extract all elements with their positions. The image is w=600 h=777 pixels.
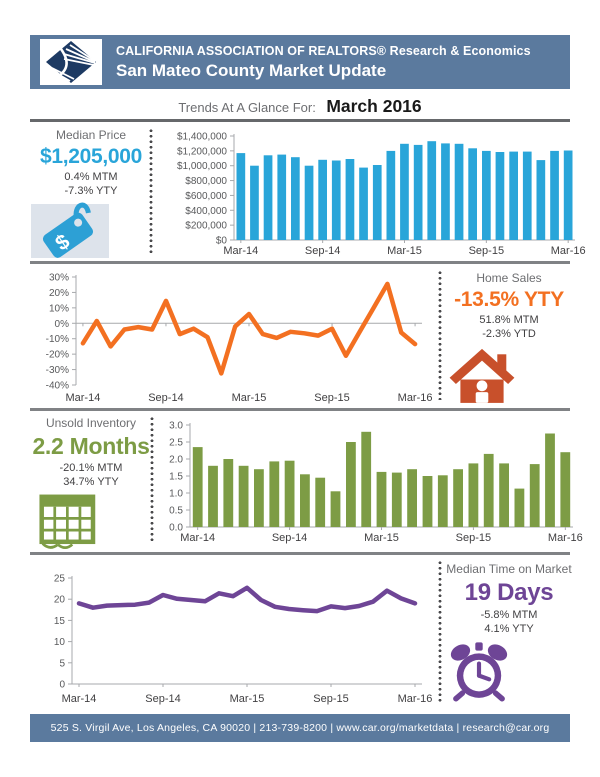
svg-text:Mar-15: Mar-15 xyxy=(387,245,422,257)
svg-text:$1,200,000: $1,200,000 xyxy=(176,146,227,158)
dotted-separator xyxy=(149,128,153,254)
svg-text:0.0: 0.0 xyxy=(169,522,183,534)
unsold-inventory-mtm: -20.1% MTM xyxy=(59,462,123,474)
home-sales-mtm: 51.8% MTM xyxy=(479,314,539,326)
svg-text:Mar-16: Mar-16 xyxy=(547,532,583,544)
time-on-market-chart xyxy=(30,566,436,706)
home-sales-label: Home Sales xyxy=(476,271,542,285)
footer-bar xyxy=(30,714,570,742)
svg-text:Sep-15: Sep-15 xyxy=(468,245,505,257)
home-sales-panel xyxy=(446,271,572,405)
svg-text:-40%: -40% xyxy=(45,380,69,392)
svg-text:$400,000: $400,000 xyxy=(185,205,227,217)
unsold-inventory-yty: 34.7% YTY xyxy=(63,476,119,488)
svg-text:2.5: 2.5 xyxy=(169,437,183,449)
footer-text: 525 S. Virgil Ave, Los Angeles, CA 90020 | 213-739-8200 | www.car.org/marketdata | research@car.org xyxy=(50,722,550,734)
svg-text:Mar-14: Mar-14 xyxy=(65,392,101,404)
svg-text:2.0: 2.0 xyxy=(169,454,183,466)
car-logo-icon xyxy=(40,39,102,85)
median-price-value: $1,205,000 xyxy=(39,145,143,168)
svg-text:$0: $0 xyxy=(215,235,227,247)
unsold-inventory-chart xyxy=(158,417,585,545)
svg-text:Sep-14: Sep-14 xyxy=(148,392,184,404)
svg-text:1.5: 1.5 xyxy=(169,471,183,483)
time-on-market-label: Median Time on Market xyxy=(446,562,572,576)
divider xyxy=(30,552,570,555)
calendar-icon xyxy=(30,493,102,551)
home-sales-value: -13.5% YTY xyxy=(454,288,564,311)
svg-text:Mar-16: Mar-16 xyxy=(397,392,433,404)
svg-text:Sep-14: Sep-14 xyxy=(145,693,181,705)
svg-text:0: 0 xyxy=(59,679,65,691)
svg-text:$: $ xyxy=(51,229,75,256)
svg-text:Mar-16: Mar-16 xyxy=(397,693,433,705)
divider xyxy=(30,408,570,411)
svg-text:5: 5 xyxy=(59,658,65,670)
header-bar xyxy=(30,35,570,89)
alarm-clock-icon xyxy=(442,640,516,702)
car-logo xyxy=(40,39,102,85)
svg-text:15: 15 xyxy=(53,615,65,627)
house-icon xyxy=(446,345,518,405)
median-price-yty: -7.3% YTY xyxy=(64,185,118,197)
trends-row xyxy=(0,96,600,117)
svg-text:Mar-15: Mar-15 xyxy=(229,693,265,705)
svg-text:$800,000: $800,000 xyxy=(185,176,227,188)
org-title: CALIFORNIA ASSOCIATION OF REALTORS® Research & Economics xyxy=(116,43,531,58)
svg-text:$600,000: $600,000 xyxy=(185,190,227,202)
median-price-panel xyxy=(30,128,152,260)
unsold-inventory-label: Unsold Inventory xyxy=(45,416,137,430)
trends-period: March 2016 xyxy=(326,96,422,116)
svg-text:Mar-16: Mar-16 xyxy=(550,245,586,257)
price-tag-icon xyxy=(30,202,110,260)
svg-text:0.5: 0.5 xyxy=(169,505,183,517)
page-title: San Mateo County Market Update xyxy=(116,60,387,80)
median-price-label: Median Price xyxy=(55,128,127,142)
svg-text:10: 10 xyxy=(53,637,65,649)
svg-text:0%: 0% xyxy=(54,318,69,330)
home-sales-chart xyxy=(30,269,436,405)
svg-text:Mar-15: Mar-15 xyxy=(364,532,399,544)
svg-text:Mar-14: Mar-14 xyxy=(180,532,216,544)
svg-text:3.0: 3.0 xyxy=(169,420,183,432)
svg-text:Sep-15: Sep-15 xyxy=(455,532,492,544)
unsold-inventory-panel xyxy=(30,416,152,551)
trends-label: Trends At A Glance For: xyxy=(178,100,316,115)
svg-text:20: 20 xyxy=(53,594,65,606)
svg-text:$1,400,000: $1,400,000 xyxy=(176,131,227,143)
svg-text:Sep-15: Sep-15 xyxy=(313,693,349,705)
divider xyxy=(30,261,570,264)
median-price-mtm: 0.4% MTM xyxy=(64,171,118,183)
svg-text:-10%: -10% xyxy=(45,334,69,346)
svg-text:$1,000,000: $1,000,000 xyxy=(176,161,227,173)
svg-text:30%: 30% xyxy=(48,272,69,284)
divider xyxy=(30,119,570,122)
home-sales-ytd: -2.3% YTD xyxy=(482,328,536,340)
time-on-market-yty: 4.1% YTY xyxy=(484,623,534,635)
svg-text:25: 25 xyxy=(53,573,65,585)
dotted-separator xyxy=(150,416,154,544)
header-titles xyxy=(116,44,531,81)
svg-text:Sep-15: Sep-15 xyxy=(314,392,350,404)
svg-text:Sep-14: Sep-14 xyxy=(271,532,308,544)
svg-text:10%: 10% xyxy=(48,303,69,315)
svg-text:-20%: -20% xyxy=(45,349,69,361)
svg-text:Sep-14: Sep-14 xyxy=(304,245,341,257)
svg-text:Mar-14: Mar-14 xyxy=(61,693,97,705)
time-on-market-panel xyxy=(442,562,576,702)
svg-text:1.0: 1.0 xyxy=(169,488,183,500)
unsold-inventory-value: 2.2 Months xyxy=(32,433,150,459)
svg-text:20%: 20% xyxy=(48,287,69,299)
svg-text:Mar-15: Mar-15 xyxy=(231,392,267,404)
svg-text:$200,000: $200,000 xyxy=(185,220,227,232)
dotted-separator xyxy=(438,270,442,400)
median-price-chart xyxy=(158,128,585,258)
svg-text:-30%: -30% xyxy=(45,365,69,377)
time-on-market-value: 19 Days xyxy=(464,579,554,606)
svg-text:Mar-14: Mar-14 xyxy=(223,245,259,257)
time-on-market-mtm: -5.8% MTM xyxy=(480,609,538,621)
